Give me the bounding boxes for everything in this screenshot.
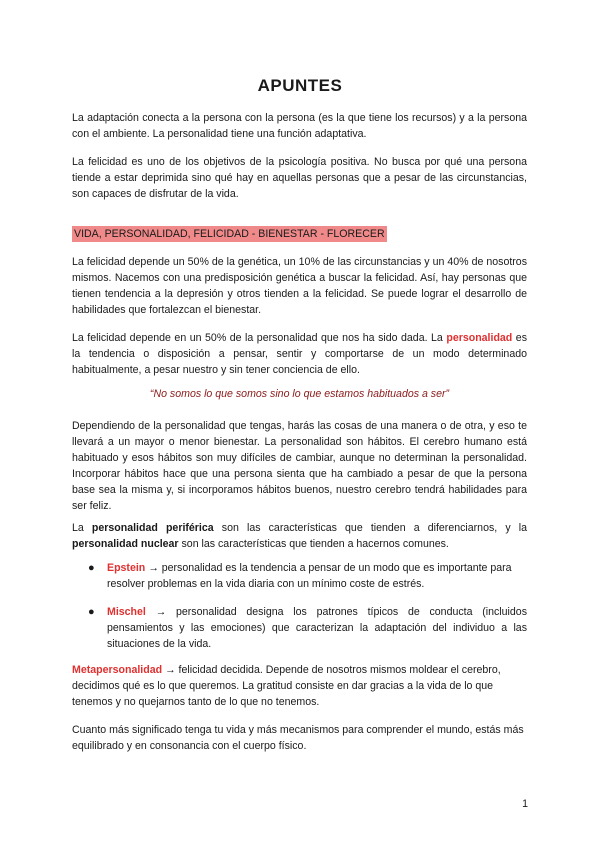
bullet-item-mischel — [107, 604, 527, 652]
paragraph-happiness-percentages: La felicidad depende un 50% de la genética, un 10% de las circunstancias y un 40% de nosotros mismos. Nacemos con una predisposición genética a buscar la felicidad. Así, hay personas que tienen tendencia a la depresión y otros tienden a la felicidad. Se puede lograr el desarrollo de habilidades que fortalezcan el bienestar. — [72, 256, 527, 316]
paragraph-metapersonality — [72, 662, 527, 710]
page-number: 1 — [522, 798, 528, 810]
text-run: La — [72, 522, 92, 534]
bullet-icon: ● — [88, 606, 95, 618]
text-run: → personalidad designa los patrones típicos de conducta (incluidos pensamientos y las emociones) que caracterizan la adaptación del individuo a las situaciones de la vida. — [107, 606, 527, 650]
term-nuclear: personalidad nuclear — [72, 538, 179, 550]
paragraph-personality-definition — [72, 330, 527, 378]
term-metapersonalidad: Metapersonalidad — [72, 664, 163, 676]
text-run: La felicidad depende en un 50% de la personalidad que nos ha sido dada. La — [72, 332, 447, 344]
text-run: → personalidad es la tendencia a pensar de un modo que es importante para resolver problemas en la vida diaria con un mínimo coste de estrés. — [107, 562, 512, 590]
text-run: → felicidad decidida. Depende de nosotros mismos moldear el cerebro, decidimos qué es lo que queremos. La gratitud consiste en dar gracias a la vida de lo que tenemos y no quejarnos tanto de lo que no tenemos. — [72, 664, 501, 708]
bullet-item-epstein — [107, 560, 527, 592]
paragraph-meaning: Cuanto más significado tenga tu vida y más mecanismos para comprender el mundo, estás más equilibrado y en consonancia con el cuerpo físico. — [72, 724, 524, 752]
paragraph-adaptation: La adaptación conecta a la persona con la persona (es la que tiene los recursos) y a la persona con el ambiente. La personalidad tiene una función adaptativa. — [72, 112, 527, 140]
paragraph-peripheral-nuclear — [72, 520, 527, 552]
term-mischel: Mischel — [107, 606, 146, 618]
section-heading: VIDA, PERSONALIDAD, FELICIDAD - BIENESTAR - FLORECER — [74, 228, 385, 240]
quote: “No somos lo que somos sino lo que estamos habituados a ser” — [149, 388, 450, 400]
page-title: APUNTES — [257, 76, 343, 95]
term-personalidad: personalidad — [446, 332, 513, 344]
text-run: son las características que tienden a diferenciarnos, y la — [213, 522, 527, 534]
text-run: es la tendencia o disposición a pensar, sentir y comportarse de un modo determinado habitualmente, a pesar nuestro y sin tener conciencia de ello. — [72, 332, 527, 376]
bullet-icon: ● — [88, 562, 95, 574]
paragraph-happiness-intro: La felicidad es uno de los objetivos de la psicología positiva. No busca por qué una persona tiende a estar deprimida sino qué hay en aquellas personas que a pesar de las circunstancias, son capaces de disfrutar de la vida. — [72, 156, 527, 200]
term-epstein: Epstein — [107, 562, 146, 574]
text-run: son las características que tienden a hacernos comunes. — [178, 538, 449, 550]
term-peripheral: personalidad periférica — [91, 522, 214, 534]
paragraph-habits: Dependiendo de la personalidad que tengas, harás las cosas de una manera o de otra, y eso te llevará a un mayor o menor bienestar. La personalidad son hábitos. El cerebro humano está habituado y esos hábitos son muy difíciles de cambiar, aunque no determinan la personalidad. Incorporar hábitos hace que una persona sienta que ha cambiado a pesar de que la persona base sea la misma y, si incorporamos hábitos buenos, nuestro cerebro tendrá habilidades para ser feliz. — [72, 420, 527, 512]
